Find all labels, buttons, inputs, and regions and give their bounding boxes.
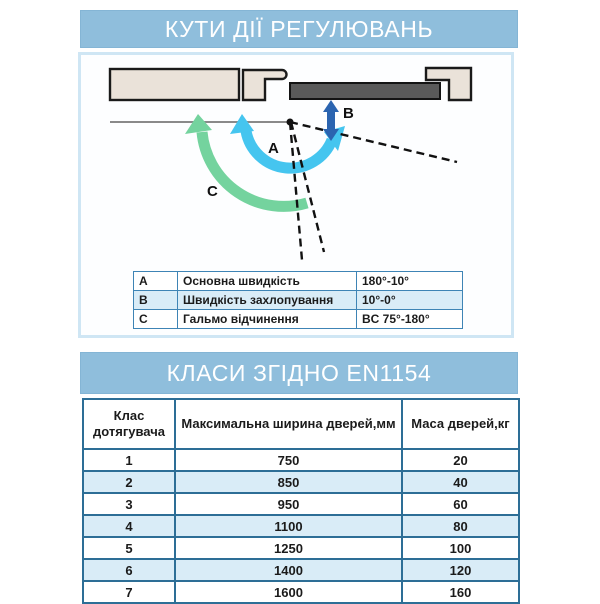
cell-mass: 120: [402, 559, 519, 581]
legend-range: 180°-10°: [357, 272, 463, 291]
legend-range: 10°-0°: [357, 291, 463, 310]
legend-name: Швидкість захлопування: [178, 291, 357, 310]
classes-table: [82, 398, 520, 604]
cell-width: 1600: [175, 581, 402, 603]
cell-class: 1: [83, 449, 175, 471]
cell-mass: 80: [402, 515, 519, 537]
table-row: [83, 471, 519, 493]
cell-class: 3: [83, 493, 175, 515]
legend-row-a: [134, 272, 463, 291]
section2-title: КЛАСИ ЗГІДНО EN1154: [166, 359, 432, 386]
cell-class: 4: [83, 515, 175, 537]
latch-arrowhead-up-icon: [323, 100, 339, 112]
legend-key: B: [134, 291, 178, 310]
cell-width: 1400: [175, 559, 402, 581]
angle-dashed-line-vertical: [290, 122, 302, 260]
header-cell-class: Клас дотягувача: [83, 399, 175, 449]
legend-range: BC 75°-180°: [357, 310, 463, 329]
wall-left: [110, 69, 239, 100]
door-jamb-left: [243, 70, 287, 100]
table-row: [83, 493, 519, 515]
diagram-label-a: A: [268, 140, 279, 157]
table-row: [83, 559, 519, 581]
legend-name: Основна швидкість: [178, 272, 357, 291]
cell-mass: 160: [402, 581, 519, 603]
hinge-dot: [287, 119, 294, 126]
backcheck-arrowhead-icon: [185, 114, 212, 134]
header-cell-width: Максимальна ширина дверей,мм: [175, 399, 402, 449]
legend-name: Гальмо відчинення: [178, 310, 357, 329]
classes-header-row: [83, 399, 519, 449]
cell-class: 5: [83, 537, 175, 559]
cell-mass: 20: [402, 449, 519, 471]
cell-width: 850: [175, 471, 402, 493]
header-cell-mass: Маса дверей,кг: [402, 399, 519, 449]
diagram-panel: [78, 52, 514, 338]
diagram-label-b: B: [343, 105, 354, 122]
cell-class: 2: [83, 471, 175, 493]
cell-mass: 40: [402, 471, 519, 493]
cell-mass: 100: [402, 537, 519, 559]
legend-key: C: [134, 310, 178, 329]
cell-width: 750: [175, 449, 402, 471]
legend-row-c: [134, 310, 463, 329]
legend-row-b: [134, 291, 463, 310]
table-row: [83, 515, 519, 537]
legend-key: A: [134, 272, 178, 291]
cell-width: 950: [175, 493, 402, 515]
cell-width: 1250: [175, 537, 402, 559]
section1-header: [80, 10, 518, 48]
legend-table: [133, 271, 463, 329]
section1-title: КУТИ ДІЇ РЕГУЛЮВАНЬ: [164, 15, 434, 42]
main-speed-arrowhead-left-icon: [230, 114, 254, 134]
main-speed-arc: [246, 131, 332, 168]
cell-class: 7: [83, 581, 175, 603]
section2-header: [80, 352, 518, 394]
door-closed: [290, 83, 440, 99]
cell-class: 6: [83, 559, 175, 581]
table-row: [83, 449, 519, 471]
cell-mass: 60: [402, 493, 519, 515]
diagram-label-c: C: [207, 183, 218, 200]
table-row: [83, 537, 519, 559]
cell-width: 1100: [175, 515, 402, 537]
